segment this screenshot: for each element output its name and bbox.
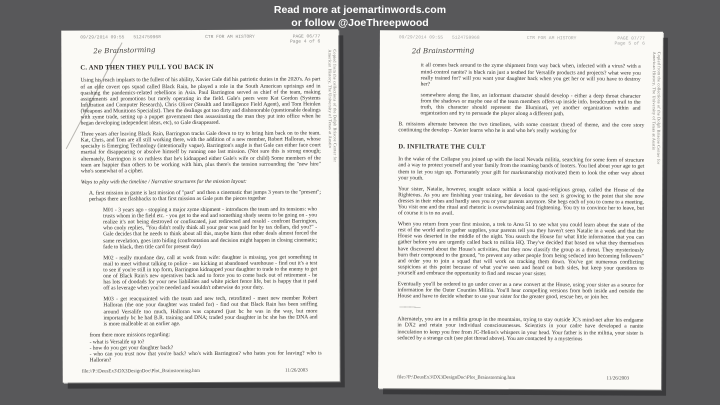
paragraph: When you return from your first mission, a trek to Area 51 to see what you could learn about the state of the rest of the world and to gather supplies, your parents tell you they haven't seen Natalie in a week and that the House was deserted in the middle of the night. You search the House for what little information that you can gather before you are urgently called back to militia HQ. They've decided that based on what they themselves have discovered about the House's activities, that they now classify the group as a threat. They mysteriously burn their compound to the ground, "to prevent any other people from being seduced into becoming followers" and order you to join a squad that will work on tracking them down. You've got numerous conflicting suspicions at this point because of what you've seen and heard on both sides, but keep your questions to yourself and embrace the opportunity to find and rescue your sister. xyxy=(397,221,644,278)
italic-note: Ways to play with the timeline / Narrative structures for the mission layout: xyxy=(80,178,247,186)
fax-header-left xyxy=(80,34,320,45)
print-date: 11/26/2003 xyxy=(285,368,308,374)
fax-page-ref: PAGE 06/77 xyxy=(292,34,321,40)
fax-sender: CTR FOR AM HISTORY xyxy=(526,36,577,42)
fax-header-right xyxy=(399,35,645,47)
archive-stamp-line-1: Copied from the collections of the Dolph Briscoe Center for xyxy=(332,49,338,163)
fax-page-counter xyxy=(615,36,645,47)
missions-questions-list: - what is Versalife up to? - how do you get your daughter back? - who can you trust now that you're back? who's with Barrington? who hates you for leaving? who is Halloran? xyxy=(89,339,322,364)
mission-continuation-2: somewhere along the line, an informant character should develop - either a deep throat character from the shadows or maybe one of the team members offers up inside info. breadcrumb trail to the truth, this character should represent the Illuminati, yet another organization within and organization and try to persuade the player along a different path. xyxy=(420,92,641,118)
caption-line-1: Read more at joemartinwords.com xyxy=(273,4,447,16)
archive-stamp-line-1: Copied from the collections of the Dolph Briscoe Center for xyxy=(656,51,662,165)
fax-page-ref: PAGE 07/77 xyxy=(617,36,645,42)
section-heading-c: C. AND THEN THEY PULL YOU BACK IN xyxy=(80,64,214,72)
print-date: 11/26/2003 xyxy=(606,376,630,382)
paragraph: Three years after leaving Black Rain, Barrington tracks Gale down to try to bring him back on to the team. Kat, Chris, and Tom are all still working there, with the addition of a new member, Robert Halloran, whose specialty is Emerging Technology (intentionally vague). Barrington's angle is that Gale can either face court martial for disappearing or absolve himself by running one last mission. (Not sure this is strong enough; alternately, Barrington is so ruthless that he's kidnapped either Gale's wife or child) Some members of the team are happier than others to be working with him, plus there's the tension surrounding the "new hire" who's somewhat of a cipher. xyxy=(80,130,321,175)
handwritten-note: 2d Brainstorming xyxy=(411,46,475,56)
fax-page-counter xyxy=(290,34,320,45)
archive-stamp xyxy=(327,49,338,264)
print-page-of: Page 5 of 6 xyxy=(614,41,645,47)
paragraph: Eventually you'll be ordered to go under cover as a new convert at the House, using your sister as a source for information for the Outer Counties Militia. You'll hear compelling versions from both inside and outside the House and have to decide whether to use your sister for the greater good, rescue her, or join her. xyxy=(397,281,644,301)
scanned-page-right xyxy=(378,30,663,389)
paragraph: In the wake of the Collapse you joined up with the local Nevada militia, searching for some form of structure and a way to protect yourself and your family from the roaming bands of looters. You lied about your age to get them to let you sign up. Fortunately your gift for marksmanship motivated them to look the other way about your youth. xyxy=(398,156,645,182)
fax-number: 5124759968 xyxy=(133,35,161,41)
handwritten-note: 2e Brainstorming xyxy=(93,46,156,56)
scanned-page-left xyxy=(61,29,340,382)
page-footer xyxy=(82,368,322,374)
print-page-of: Page 4 of 6 xyxy=(289,39,321,45)
file-path: file://P:\DeusEx3\DX3DesignDoc\Plot_Brainstorming.htm xyxy=(81,369,200,375)
caption-banner xyxy=(0,4,720,29)
outline-item-a: A. first mission in game is last mission of "past" and then a cinematic that jumps 3 years to the "present"; perhaps there are flashbacks to that first mission as Gale puts the pieces together xyxy=(88,189,321,203)
fax-sender: CTR FOR AM HISTORY xyxy=(205,34,255,40)
mission-continuation-1: it all comes back around to the zyme shipment from way back when, infected with a virus? with a mind-control nanite? is black rain just a testbed for Versalife products and projects? what were you really trained for? will you want your daughter back when you get her or will you have to destroy her? xyxy=(420,62,641,88)
right-page-content xyxy=(378,30,663,389)
paragraph: Using his reach implants to the fullest of his ability, Xavier Gale did his patriotic duties in the 2020's. As part of an elite covert ops squad called Black Rain, he played a role in the South American uprisings and in quashing the pandemics-related rebellions in Asia. Paul Barrington served as chief of the team, making assignments and promotions but rarely operating in the field. Gale's peers were Kat Gordon (Systems Infiltration and Computer Research), Chris Oliver (Stealth and Intelligence Field Agent), and Tom Heinlen (Weapons and Munitions Specialist). Then the dealings got too dirty and dishonorable (questionable dealings with zyme trade, setting up a puppet government then assassinating the man they put into office when he began developing independent ideas, etc), so Gale disappeared. xyxy=(80,76,321,127)
outline-item-b: B. missions alternate between the two timelines, with some constant thread of theme, and the core story continuing the develop - Xavier learns who he is and who he's really working for xyxy=(398,121,645,135)
caption-line-2: or follow @JoeThreepwood xyxy=(291,16,429,29)
fax-number: 5124759968 xyxy=(451,35,480,41)
file-path: file://P:\DeusEx3\DX3DesignDoc\Plot_Brainstorming.htm xyxy=(397,375,516,381)
left-page-content xyxy=(61,29,340,382)
page-footer xyxy=(397,375,643,381)
mission-block-m03: M03 - get reacquainted with the team and new tech, retrofitted - meet new member Robert Halloran (the one your daughter was traded for) - find out that Black Rain has been sniffing around Versalife too much, Halloran was captured (just bc he was in the way, but more importantly bc he had B.R. training and DNA; traded your daughter in bc she has the DNA and is more malleable at an earlier age. xyxy=(103,295,318,328)
archive-stamp-line-2: American History, The University of Texas at Austin xyxy=(651,51,658,151)
fax-datetime: 09/29/2014 09:55 xyxy=(398,35,444,41)
alternate-plot-paragraph: Alternately, you are in a militia group in the mountains, trying to stay outside JC's mind-net after his endgame in DX2 and retain your individual consciousnesses. Scientists in your cadre have developed a nanite inoculation to keep you free from JC-Helios's whispers in your head. Your father is in the militia, your sister is seduced by a strange cult (see plot thread above). You are contacted by a mysterious xyxy=(397,316,644,342)
fax-datetime: 09/29/2014 09:55 xyxy=(80,35,125,41)
missions-intro: from there more missions regarding: xyxy=(89,331,170,339)
archive-stamp-line-2: American History, The University of Texas at Austin xyxy=(327,49,333,149)
section-heading-d: D. INFILTRATE THE CULT xyxy=(398,143,486,152)
mission-block-m01: M01 - 3 years ago - stopping a major zyme shipment - introduces the team and its tensions: who trusts whom in the field etc. - you get to the end and something shady seems to be going on - you realize it's not being destroyed or confiscated, just redirected and resold - confront Barrington, who cooly replies, "You didn't really think all your gear was paid for by tax dollars, did you?" - Gale decides that he needs to think about all this, maybe hints that other deals almost forced the same revelation, goes into hiding (confrontation and decision might happen in closing cinematic; fade to black, then title card for present day) xyxy=(103,206,318,251)
dash-divider: ———— xyxy=(399,304,420,311)
paragraph: Your sister, Natalie, however, sought solace within a local quasi-religious group, called the House of the Righteous. As you are finishing your training, her devotion to the sect is growing to the point that she now dresses in their robes and hardly sees you or your parents anymore. She begs each of you to come to a meeting. You visit one and the ritual and rhetoric is overwhelming and frightening. You try to convince her to leave, but of course it is to no avail. xyxy=(397,186,645,217)
mission-block-m02: M02 - really mundane day, call at work from wife: daughter is missing, you get something in mail to meet without talking to police - ass kicking at abandoned warehouse - find out it's a test to see if you're still in top form, Barrington kidnapped your daughter to trade to the enemy to get one of Black Rain's new operatives back and to force you to come back out of retirement - he has lots of doodads for your new liabilities and white picket fence life, but is happy that it paid off as leverage when you're needed and wouldn't otherwise do your duty. xyxy=(103,254,318,292)
archive-stamp xyxy=(650,52,661,267)
